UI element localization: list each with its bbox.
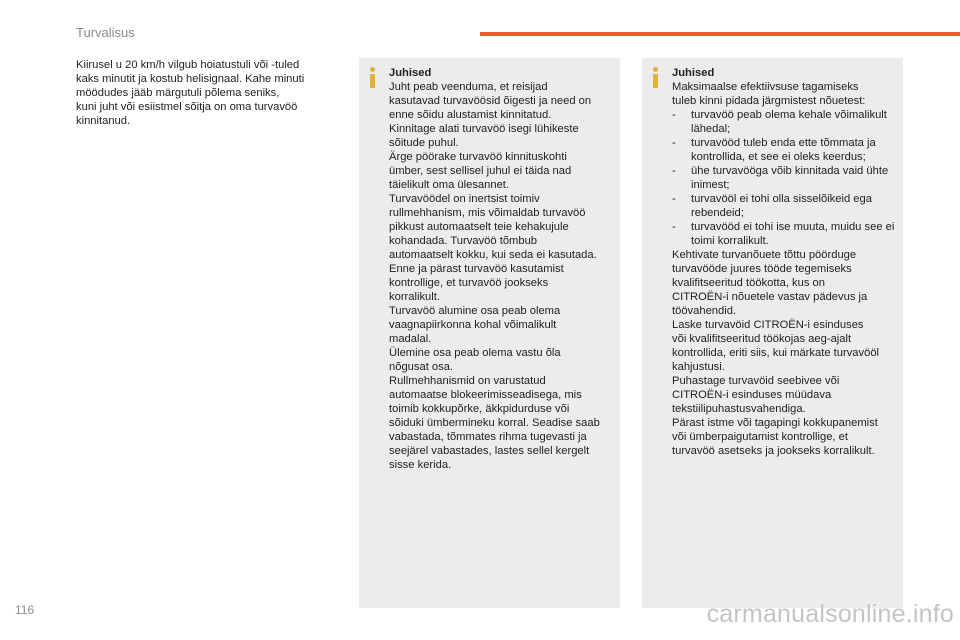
text-line: kohandada. Turvavöö tõmbub [389, 235, 538, 247]
list-item: - turvavööd tuleb enda ette tõmmata ja kontrollida, et see ei oleks keerdus; [672, 136, 895, 164]
info-box-requirements [642, 58, 903, 608]
text-line: kontrollige, et turvavöö jookseks [389, 277, 549, 289]
page-number: 116 [15, 603, 35, 617]
info-box-body [672, 248, 895, 458]
list-item: - turvavööl ei tohi olla sisselõikeid ega rebendeid; [672, 192, 895, 220]
intro-paragraph [76, 58, 346, 128]
text-line: Maksimaalse efektiivsuse tagamiseks [672, 81, 859, 93]
text-line: täielikult oma ülesannet. [389, 179, 510, 191]
info-box-intro [672, 80, 895, 108]
text-line: kasutavad turvavöösid õigesti ja need on [389, 95, 592, 107]
text-line: rullmehhanism, mis võimaldab turvavöö [389, 207, 586, 219]
intro-line: Kiirusel u 20 km/h vilgub hoiatustuli või -tuled [76, 59, 300, 71]
text-line: automaatselt kokku, kui seda ei kasutada. [389, 249, 597, 261]
text-line: sõiduki ümbermineku korral. Seadise saab [389, 417, 600, 429]
text-line: Laske turvavöid CITROËN-i esinduses [672, 319, 864, 331]
info-icon [367, 67, 379, 89]
info-box-guidelines [359, 58, 620, 608]
text-line: või kvalifitseeritud töökojas aeg-ajalt [672, 333, 852, 345]
section-title-rule [480, 32, 960, 36]
text-line: sõitude puhul. [389, 137, 459, 149]
text-line: Enne ja pärast turvavöö kasutamist [389, 263, 564, 275]
info-icon [650, 67, 662, 89]
text-line: Juht peab veenduma, et reisijad [389, 81, 548, 93]
text-line: Ärge pöörake turvavöö kinnituskohti [389, 151, 567, 163]
intro-line: kinnitanud. [76, 115, 131, 127]
text-line: vaagnapiirkonna kohal võimalikult [389, 319, 557, 331]
text-line: pikkust automaatselt teie kehakujule [389, 221, 569, 233]
text-line: automaatse blokeerimisseadisega, mis [389, 389, 582, 401]
text-line: kontrollida, eriti siis, kui märkate turvavööl [672, 347, 880, 359]
text-line: nõgusat osa. [389, 361, 454, 373]
requirements-list [672, 108, 895, 248]
text-line: Kinnitage alati turvavöö isegi lühikeste [389, 123, 579, 135]
text-line: tekstiilipuhastusvahendiga. [672, 403, 806, 415]
info-box-body [389, 80, 612, 472]
text-line: vabastada, tõmmates rihma tugevasti ja [389, 431, 587, 443]
list-item: - ühe turvavööga võib kinnitada vaid ühte inimest; [672, 164, 895, 192]
text-line: seejärel vabastades, lastes sellel kergelt [389, 445, 590, 457]
text-line: kahjustusi. [672, 361, 725, 373]
text-line: enne sõidu alustamist kinnitatud. [389, 109, 552, 121]
text-line: tuleb kinni pidada järgmistest nõuetest: [672, 95, 866, 107]
info-box-title: Juhised [672, 67, 715, 79]
text-line: toimib kokkupõrke, äkkpidurduse või [389, 403, 570, 415]
text-line: turvavööde juures tööde tegemiseks [672, 263, 852, 275]
text-line: CITROËN-i esinduses müüdava [672, 389, 832, 401]
intro-line: möödudes jääb märgutuli põlema seniks, [76, 87, 280, 99]
list-item: - turvavöö peab olema kehale võimalikult lähedal; [672, 108, 895, 136]
text-line: Pärast istme või tagapingi kokkupanemist [672, 417, 878, 429]
text-line: turvavöö asetseks ja jookseks korralikult. [672, 445, 875, 457]
text-line: ümber, sest sellisel juhul ei täida nad [389, 165, 572, 177]
text-line: töövahendid. [672, 305, 737, 317]
section-title: Turvalisus [76, 25, 135, 40]
text-line: kvalifitseeritud töökotta, kus on [672, 277, 825, 289]
text-line: korralikult. [389, 291, 440, 303]
text-line: Rullmehhanismid on varustatud [389, 375, 546, 387]
watermark: carmanualsonline.info [706, 600, 954, 628]
intro-line: kuni juht või esiistmel sõitja on oma turvavöö [76, 101, 298, 113]
intro-line: kaks minutit ja kostub helisignaal. Kahe minuti [76, 73, 305, 85]
info-box-title: Juhised [389, 67, 432, 79]
text-line: sisse kerida. [389, 459, 452, 471]
text-line: Turvavöödel on inertsist toimiv [389, 193, 540, 205]
text-line: Kehtivate turvanõuete tõttu pöörduge [672, 249, 857, 261]
list-item: - turvavööd ei tohi ise muuta, muidu see ei toimi korralikult. [672, 220, 895, 248]
text-line: CITROËN-i nõuetele vastav pädevus ja [672, 291, 868, 303]
text-line: Turvavöö alumine osa peab olema [389, 305, 561, 317]
text-line: Ülemine osa peab olema vastu õla [389, 347, 561, 359]
text-line: või ümberpaigutamist kontrollige, et [672, 431, 848, 443]
text-line: madalal. [389, 333, 432, 345]
text-line: Puhastage turvavöid seebivee või [672, 375, 840, 387]
